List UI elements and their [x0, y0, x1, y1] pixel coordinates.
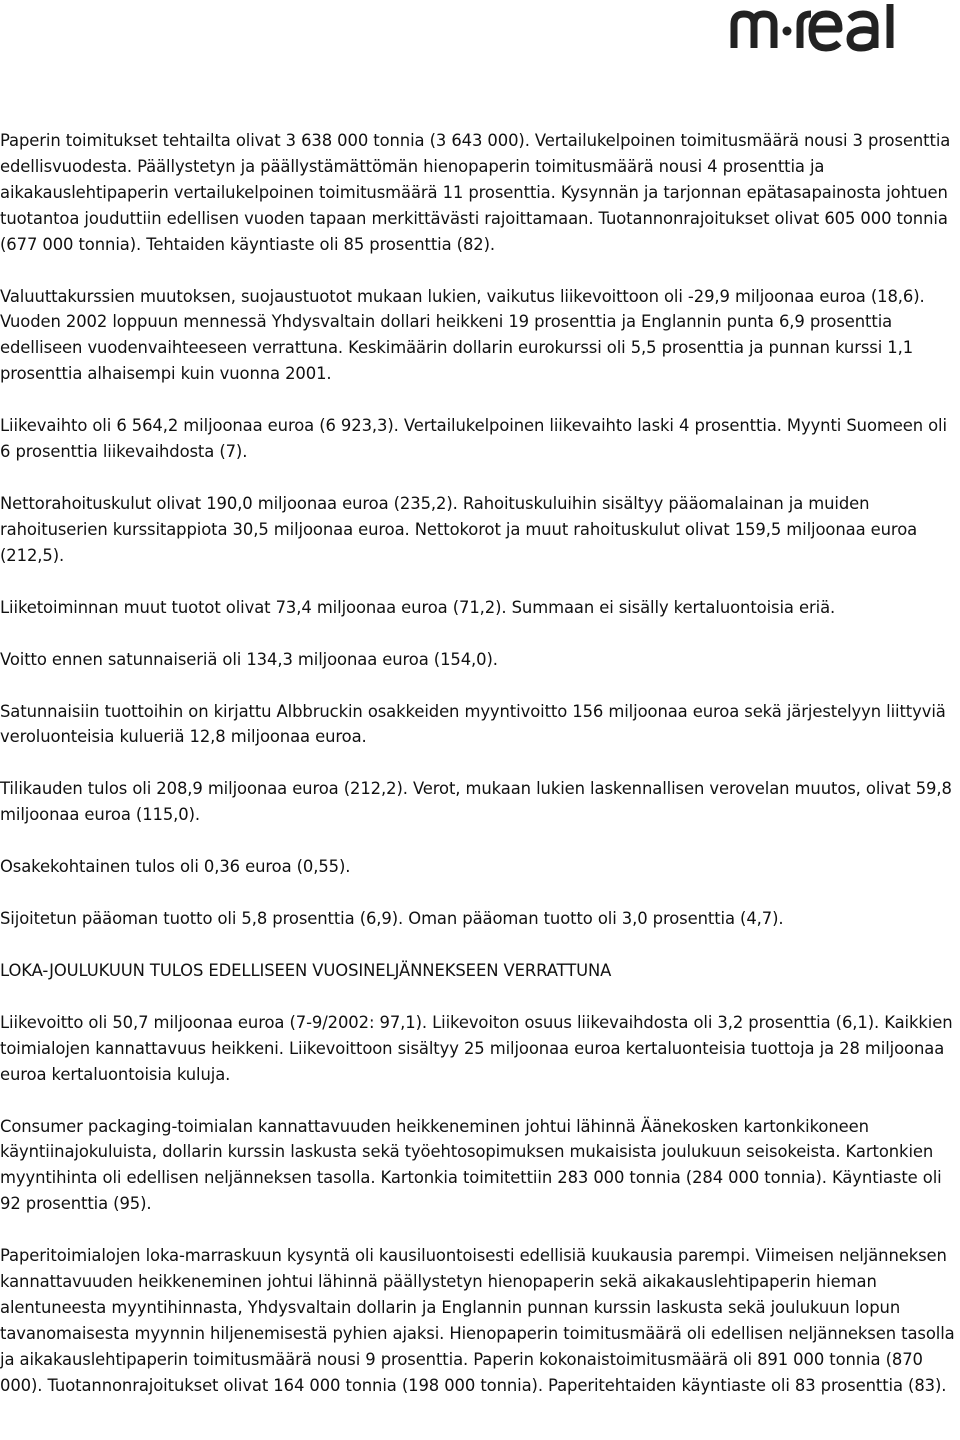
- m-real-logo: [728, 2, 960, 54]
- paragraph-consumer-packaging: Consumer packaging-toimialan kannattavuuden heikkeneminen johtui lähinnä Äänekosken kartonkikoneen käyntiinajokuluista, dollarin kurssin laskusta sekä työehtosopimuksen mukaisista joulukuun seisokeista. Kartonkien myyntihinta oli edellisen neljänneksen tasolla. Kartonkia toimitettiin 283 000 tonnia (284 000 tonnia). Käyntiaste oli 92 prosenttia (95).: [0, 1116, 942, 1214]
- paragraph-operating-profit-q4: Liikevoitto oli 50,7 miljoonaa euroa (7-9/2002: 97,1). Liikevoiton osuus liikevaihdosta oli 3,2 prosenttia (6,1). Kaikkien toimialojen kannattavuus heikkeni. Liikevoittoon sisältyy 25 miljoonaa euroa kertaluonteisia tuottoja ja 28 miljoonaa euroa kertaluontoisia kuluja.: [0, 1012, 953, 1084]
- paragraph-deliveries: Paperin toimitukset tehtailta olivat 3 638 000 tonnia (3 643 000). Vertailukelpoinen toimitusmäärä nousi 3 prosenttia edellisvuodesta. Päällystetyn ja päällystämättömän hienopaperin toimitusmäärä nousi 4 prosenttia ja aikakauslehtipaperin vertailukelpoinen toimitusmäärä 11 prosenttia. Kysynnän ja tarjonnan epätasapainosta johtuen tuotantoa jouduttiin edellisen vuoden tapaan merkittävästi rajoittamaan. Tuotannonrajoitukset olivat 605 000 tonnia (677 000 tonnia). Tehtaiden käyntiaste oli 85 prosenttia (82).: [0, 131, 951, 254]
- paragraph-profit-before-extraordinary: Voitto ennen satunnaiseriä oli 134,3 miljoonaa euroa (154,0).: [0, 649, 498, 669]
- document-body: [0, 128, 958, 1425]
- m-real-logo-graphic: [728, 2, 960, 54]
- paragraph-eps: Osakekohtainen tulos oli 0,36 euroa (0,55).: [0, 857, 351, 877]
- paragraph-other-income: Liiketoiminnan muut tuotot olivat 73,4 miljoonaa euroa (71,2). Summaan ei sisälly kertaluontoisia eriä.: [0, 597, 836, 617]
- paragraph-currency-impact: Valuuttakurssien muutoksen, suojaustuotot mukaan lukien, vaikutus liikevoittoon oli -29,9 miljoonaa euroa (18,6). Vuoden 2002 loppuun mennessä Yhdysvaltain dollari heikkeni 19 prosenttia ja Englannin punta 6,9 prosenttia edelliseen vuodenvaihteeseen verrattuna. Keskimäärin dollarin eurokurssi oli 5,5 prosenttia ja punnan kurssi 1,1 prosenttia alhaisempi kuin vuonna 2001.: [0, 286, 925, 384]
- paragraph-financial-costs: Nettorahoituskulut olivat 190,0 miljoonaa euroa (235,2). Rahoituskuluihin sisältyy pääomalainan ja muiden rahoituserien kurssitappiota 30,5 miljoonaa euroa. Nettokorot ja muut rahoituskulut olivat 159,5 miljoonaa euroa (212,5).: [0, 493, 918, 565]
- section-heading: LOKA-JOULUKUUN TULOS EDELLISEEN VUOSINELJÄNNEKSEEN VERRATTUNA: [0, 960, 612, 980]
- paragraph-net-sales: Liikevaihto oli 6 564,2 miljoonaa euroa (6 923,3). Vertailukelpoinen liikevaihto laski 4 prosenttia. Myynti Suomeen oli 6 prosenttia liikevaihdosta (7).: [0, 416, 947, 462]
- paragraph-roce: Sijoitetun pääoman tuotto oli 5,8 prosenttia (6,9). Oman pääoman tuotto oli 3,0 prosenttia (4,7).: [0, 909, 784, 929]
- paragraph-period-result: Tilikauden tulos oli 208,9 miljoonaa euroa (212,2). Verot, mukaan lukien laskennallisen verovelan muutos, olivat 59,8 miljoonaa euroa (115,0).: [0, 779, 952, 825]
- paragraph-paper-divisions: Paperitoimialojen loka-marraskuun kysyntä oli kausiluontoisesti edellisiä kuukausia parempi. Viimeisen neljänneksen kannattavuuden heikkeneminen johtui lähinnä päällystetyn hienopaperin sekä aikakauslehtipaperin hieman alentuneesta myyntihinnasta, Yhdysvaltain dollarin ja Englannin punnan kurssin laskusta sekä joulukuun lopun tavanomaisesta myynnin hiljenemisestä pyhien ajaksi. Hienopaperin toimitusmäärä oli edellisen neljänneksen tasolla ja aikakauslehtipaperin toimitusmäärä nousi 9 prosenttia. Paperin kokonaistoimitusmäärä oli 891 000 tonnia (870 000). Tuotannonrajoitukset olivat 164 000 tonnia (198 000 tonnia). Paperitehtaiden käyntiaste oli 83 prosenttia (83).: [0, 1246, 955, 1395]
- paragraph-extraordinary-items: Satunnaisiin tuottoihin on kirjattu Albbruckin osakkeiden myyntivoitto 156 miljoonaa euroa sekä järjestelyyn liittyviä veroluonteisia kulueriä 12,8 miljoonaa euroa.: [0, 701, 946, 747]
